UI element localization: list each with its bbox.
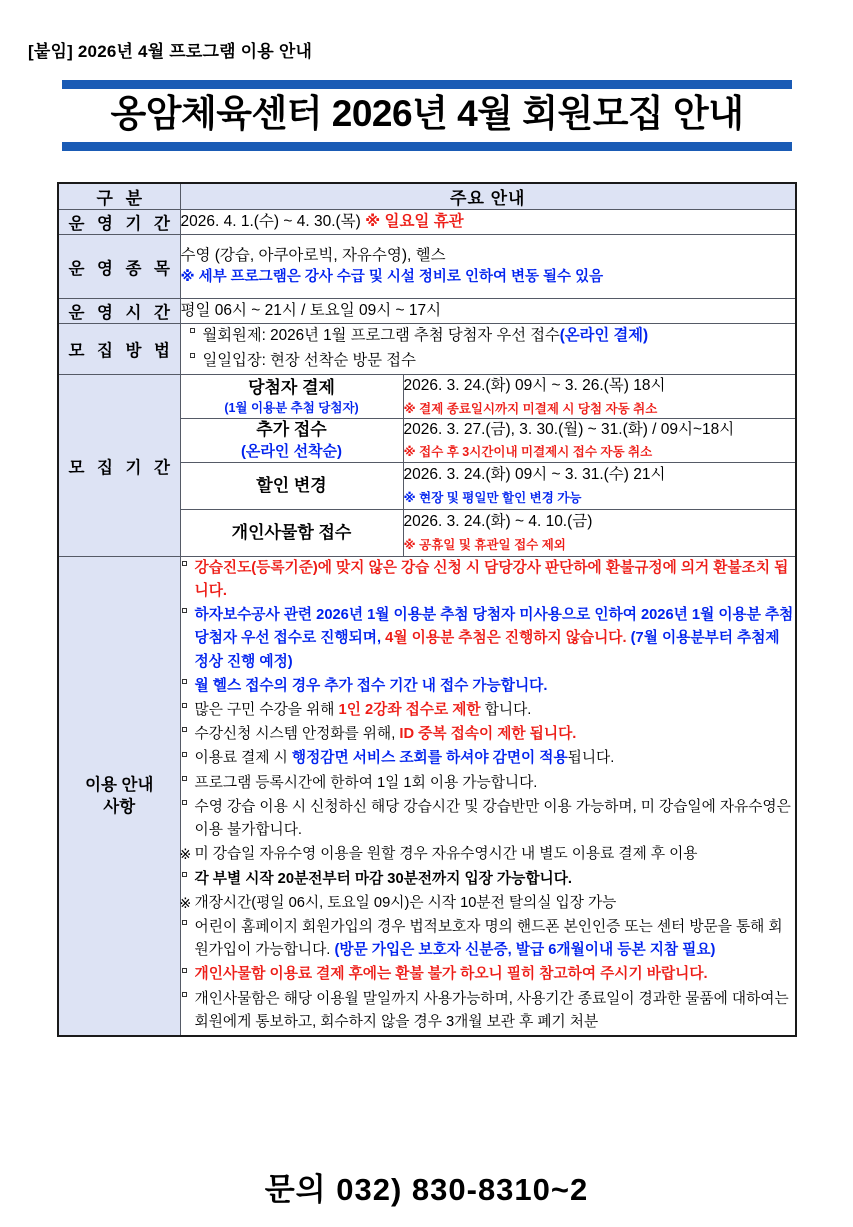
square-bullet-icon	[182, 968, 187, 973]
table-row-programs	[58, 235, 796, 299]
square-bullet-icon	[182, 776, 187, 781]
square-bullet-icon	[182, 800, 187, 805]
square-bullet-icon	[182, 752, 187, 757]
period-dates: 2026. 4. 1.(수) ~ 4. 30.(목)	[180, 213, 366, 231]
notice-item	[181, 747, 796, 770]
info-table	[57, 182, 797, 1037]
schedule-date-1	[403, 418, 796, 462]
notice-item	[181, 557, 796, 603]
method-item-daily-text: 일일입장: 현장 선착순 방문 접수	[202, 352, 416, 370]
method-item-monthly-text: 월회원제: 2026년 1월 프로그램 추첨 당첨자 우선 접수	[202, 327, 560, 344]
schedule-title-text-0: 당첨자 결제	[248, 377, 335, 397]
notice-item	[181, 868, 796, 891]
notice-text-segment: 수강신청 시스템 안정화를 위해,	[194, 726, 400, 743]
table-row-method	[58, 324, 796, 375]
square-bullet-icon	[182, 608, 187, 613]
header-col-category: 구 분	[58, 183, 180, 210]
schedule-title-text-2: 할인 변경	[256, 475, 327, 495]
square-bullet-icon	[190, 328, 195, 333]
schedule-subtitle-0: (1월 이용분 추첨 당첨자)	[224, 401, 359, 416]
notice-text-segment: 행정감면 서비스 조회를 하셔야 감면이 적용	[291, 750, 568, 767]
schedule-date-2	[403, 462, 796, 509]
notice-item	[181, 699, 796, 722]
schedule-note-2: ※ 현장 및 평일만 할인 변경 가능	[403, 490, 582, 505]
table-row-schedule-1	[58, 375, 796, 419]
notice-text-segment: 하자보수공사 관련 2026년 1월 이용분 추첨 당첨자 미사용으로 인하여 2026년 1월 이용분 추첨 당첨자 우선 접수로 진행되며,	[194, 607, 794, 647]
row-label-schedule: 모 집 기 간	[58, 375, 180, 556]
notice-text-segment: 프로그램 등록시간에 한하여 1일 1회 이용 가능합니다.	[194, 774, 538, 791]
programs-line1: 수영 (강습, 아쿠아로빅, 자유수영), 헬스	[180, 247, 446, 264]
square-bullet-icon	[190, 353, 195, 358]
schedule-title-text-1: 추가 접수	[256, 419, 327, 439]
notice-text-segment: 합니다.	[480, 702, 532, 718]
table-row-notices	[58, 556, 796, 1036]
notice-text-segment: 많은 구민 수강을 위해	[194, 702, 339, 718]
notice-text-segment: 월 헬스 접수의 경우 추가 접수 기간 내 접수 가능합니다.	[194, 677, 548, 694]
notice-text-segment: 됩니다.	[567, 750, 615, 767]
notice-text-segment: (방문 가입은 보호자 신분증, 발급 6개월이내 등본 지참 필요)	[334, 942, 716, 959]
notice-item	[181, 675, 796, 698]
notice-text-segment: 개장시간(평일 06시, 토요일 09시)은 시작 10분전 탈의실 입장 가능	[194, 894, 617, 911]
notices-label-line1: 이용 안내	[85, 775, 154, 794]
notice-text-segment: 개인사물함 이용료 결제 후에는 환불 불가 하오니 필히 참고하여 주시기 바랍니다.	[194, 966, 708, 983]
method-item-monthly	[189, 324, 796, 348]
notice-text-segment: 각 부별 시작 20분전부터 마감 30분전까지 입장 가능합니다.	[194, 870, 572, 887]
contact-footer: 문의 032) 830-8310~2	[264, 1172, 589, 1207]
notice-item	[181, 988, 796, 1034]
banner-bar-bottom	[62, 142, 792, 151]
schedule-date-0	[403, 375, 796, 419]
schedule-title-2	[180, 462, 403, 509]
row-value-programs	[180, 235, 796, 299]
schedule-title-0	[180, 375, 403, 419]
schedule-title-1	[180, 418, 403, 462]
schedule-date-3	[403, 509, 796, 556]
row-label-notices	[58, 556, 180, 1036]
schedule-title-text-3: 개인사물함 접수	[231, 522, 352, 542]
method-item-monthly-online: (온라인 결제)	[559, 327, 649, 344]
notice-item	[181, 916, 796, 962]
notice-item	[181, 963, 796, 986]
square-bullet-icon	[182, 679, 187, 684]
square-bullet-icon	[182, 561, 187, 566]
banner	[62, 80, 792, 151]
schedule-date-text-0: 2026. 3. 24.(화) 09시 ~ 3. 26.(목) 18시	[403, 377, 666, 395]
square-bullet-icon	[182, 920, 187, 925]
table-header-row	[58, 183, 796, 210]
square-bullet-icon	[182, 992, 187, 997]
banner-bar-top	[62, 80, 792, 89]
schedule-note-3: ※ 공휴일 및 휴관일 접수 제외	[403, 537, 566, 552]
row-label-hours: 운 영 시 간	[58, 299, 180, 324]
period-closed-note: ※ 일요일 휴관	[365, 213, 464, 231]
notice-text-segment: 이용료 결제 시	[194, 750, 292, 767]
attachment-line: [붙임] 2026년 4월 프로그램 이용 안내	[28, 42, 313, 61]
row-value-period	[180, 210, 796, 235]
notice-item	[181, 772, 796, 795]
notice-text-segment: 1인 2강좌 접수로 제한	[338, 702, 481, 718]
schedule-date-text-3: 2026. 3. 24.(화) ~ 4. 10.(금)	[403, 513, 593, 531]
schedule-subtitle-1: (온라인 선착순)	[240, 443, 343, 460]
row-value-method	[180, 324, 796, 375]
notice-text-segment: 4월 이용분 추첨은 진행하지 않습니다.	[385, 630, 631, 647]
notice-text-segment: 미 강습일 자유수영 이용을 원할 경우 자유수영시간 내 별도 이용료 결제 후 이용	[194, 846, 698, 863]
asterisk-icon: ※	[179, 894, 192, 911]
info-table-wrap	[57, 182, 797, 1037]
schedule-date-text-2: 2026. 3. 24.(화) 09시 ~ 3. 31.(수) 21시	[403, 466, 666, 484]
row-value-hours: 평일 06시 ~ 21시 / 토요일 09시 ~ 17시	[180, 299, 796, 324]
schedule-date-text-1: 2026. 3. 27.(금), 3. 30.(월) ~ 31.(화) / 09시~18시	[403, 420, 735, 438]
square-bullet-icon	[182, 727, 187, 732]
schedule-title-3	[180, 509, 403, 556]
notice-item	[181, 843, 796, 866]
programs-note: ※ 세부 프로그램은 강사 수급 및 시설 정비로 인하여 변동 될수 있음	[180, 269, 604, 286]
notice-item	[181, 892, 796, 915]
notice-item	[181, 796, 796, 842]
row-label-method: 모 집 방 법	[58, 324, 180, 375]
square-bullet-icon	[182, 703, 187, 708]
table-row-period	[58, 210, 796, 235]
notice-text-segment: 개인사물함은 해당 이용월 말일까지 사용가능하며, 사용기간 종료일이 경과한 물품에 대하여는 회원에게 통보하고, 회수하지 않을 경우 3개월 보관 후 폐기 처분	[194, 990, 789, 1030]
row-label-programs: 운 영 종 목	[58, 235, 180, 299]
page-title: 옹암체육센터 2026년 4월 회원모집 안내	[110, 93, 744, 134]
table-row-hours	[58, 299, 796, 324]
notice-text-segment: ID 중복 접속이 제한 됩니다.	[399, 726, 577, 743]
method-item-daily	[189, 349, 796, 373]
notice-list	[180, 556, 796, 1036]
schedule-note-0: ※ 결제 종료일시까지 미결제 시 당첨 자동 취소	[403, 401, 658, 416]
notice-text-segment: 강습진도(등록기준)에 맞지 않은 강습 신청 시 담당강사 판단하에 환불규정에 의거 환불조치 됩니다.	[194, 559, 789, 599]
square-bullet-icon	[182, 872, 187, 877]
notice-item	[181, 604, 796, 674]
schedule-note-1: ※ 접수 후 3시간이내 미결제시 접수 자동 취소	[403, 445, 653, 460]
notice-text-segment: 수영 강습 이용 시 신청하신 해당 강습시간 및 강습반만 이용 가능하며, 미 강습일에 자유수영은 이용 불가합니다.	[194, 798, 791, 839]
row-label-period: 운 영 기 간	[58, 210, 180, 235]
notice-text-segment: (7월 이용분부터 추첨제 정상 진행 예정)	[194, 630, 780, 670]
header-col-details: 주요 안내	[180, 183, 796, 210]
notice-text-segment: 어린이 홈페이지 회원가입의 경우 법적보호자 명의 핸드폰 본인인증 또는 센터 방문을 통해 회원가입이 가능합니다.	[194, 918, 783, 959]
notice-item	[181, 723, 796, 746]
asterisk-icon: ※	[179, 846, 192, 863]
notices-label-line2: 사항	[103, 797, 136, 816]
